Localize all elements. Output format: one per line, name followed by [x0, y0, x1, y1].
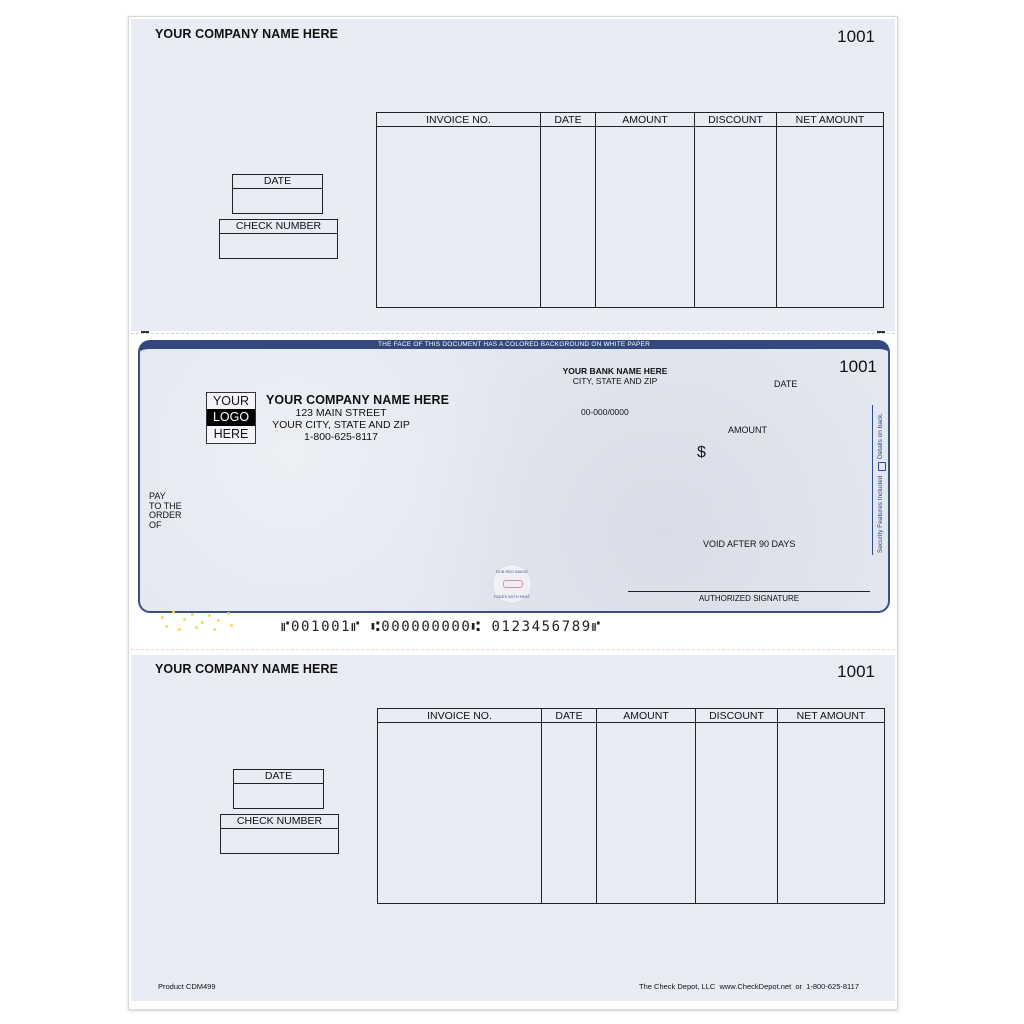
check-document [128, 16, 898, 1010]
col-net-amount: NET AMOUNT [778, 709, 885, 723]
logo-line: YOUR [212, 394, 250, 408]
bank-city: CITY, STATE AND ZIP [572, 376, 658, 386]
routing-fraction: 00-000/0000 [581, 407, 629, 417]
key-icon [503, 580, 523, 588]
top-stub-check-number: 1001 [837, 27, 875, 46]
bottom-stub [131, 655, 895, 1001]
logo-line: HERE [213, 426, 249, 441]
col-invoice-no: INVOICE NO. [377, 113, 541, 127]
date-label: DATE [774, 379, 798, 389]
col-date: DATE [541, 113, 596, 127]
bottom-stub-check-number: 1001 [837, 662, 875, 681]
signature-label: AUTHORIZED SIGNATURE [698, 594, 800, 603]
product-code: Product CDM499 [158, 982, 216, 991]
top-stub-date-label: DATE [233, 175, 322, 189]
col-amount: AMOUNT [597, 709, 696, 723]
security-features-text: Security Features Included [877, 475, 884, 553]
payer-address-block [266, 393, 456, 443]
top-stub [131, 19, 895, 331]
check-address1: 123 MAIN STREET [295, 407, 387, 419]
check-company-name: YOUR COMPANY NAME HERE [266, 393, 450, 407]
signature-line [628, 591, 870, 592]
logo-line: LOGO [207, 409, 255, 425]
col-date: DATE [542, 709, 597, 723]
perforation-mark [141, 331, 149, 333]
void-notice: VOID AFTER 90 DAYS [703, 539, 796, 549]
col-discount: DISCOUNT [696, 709, 778, 723]
check-phone: 1-800-625-8117 [304, 431, 378, 443]
table-row [377, 127, 884, 308]
check-number: 1001 [839, 357, 877, 376]
padlock-icon [878, 462, 886, 471]
seal-top-text: RUB RED IMAGE [495, 569, 528, 574]
top-stub-company-name: YOUR COMPANY NAME HERE [155, 27, 339, 41]
bottom-stub-check-number-label: CHECK NUMBER [221, 815, 338, 829]
security-banner: THE FACE OF THIS DOCUMENT HAS A COLORED BACKGROUND ON WHITE PAPER [378, 341, 650, 348]
pay-to-line: ORDER [149, 510, 182, 520]
perforation-line [131, 649, 895, 650]
pay-to-line: PAY [149, 491, 166, 501]
micr-line: ⑈001001⑈ ⑆000000000⑆ 0123456789⑈ [281, 619, 602, 635]
top-stub-invoice-table [376, 112, 884, 308]
details-on-back: Details on back. [877, 412, 884, 459]
col-discount: DISCOUNT [695, 113, 777, 127]
vendor-info: The Check Depot, LLC www.CheckDepot.net or 1-800-625-8117 [639, 982, 859, 991]
security-rule [872, 405, 873, 555]
col-invoice-no: INVOICE NO. [378, 709, 542, 723]
check-address2: YOUR CITY, STATE AND ZIP [272, 419, 410, 431]
bank-name: YOUR BANK NAME HERE [562, 366, 668, 376]
top-stub-check-number-box [219, 219, 338, 259]
bottom-stub-invoice-table [377, 708, 885, 904]
bottom-stub-check-number-box [220, 814, 339, 854]
perforation-mark [877, 331, 885, 333]
table-row [378, 723, 885, 904]
bottom-stub-date-label: DATE [234, 770, 323, 784]
pay-to-the-order-of [149, 492, 182, 530]
top-stub-check-number-label: CHECK NUMBER [220, 220, 337, 234]
top-stub-date-box [232, 174, 323, 214]
dollar-sign: $ [697, 444, 706, 461]
bottom-stub-date-box [233, 769, 324, 809]
heat-seal-icon [492, 564, 532, 604]
perforation-line [131, 333, 895, 334]
pay-to-line: OF [149, 519, 162, 530]
seal-bottom-text: FADES WITH HEAT [494, 594, 530, 599]
bank-block [545, 366, 685, 386]
amount-label: AMOUNT [728, 425, 767, 435]
pay-to-line: TO THE [149, 500, 182, 511]
check-face [138, 340, 890, 613]
bottom-stub-company-name: YOUR COMPANY NAME HERE [155, 662, 339, 676]
col-net-amount: NET AMOUNT [777, 113, 884, 127]
col-amount: AMOUNT [596, 113, 695, 127]
